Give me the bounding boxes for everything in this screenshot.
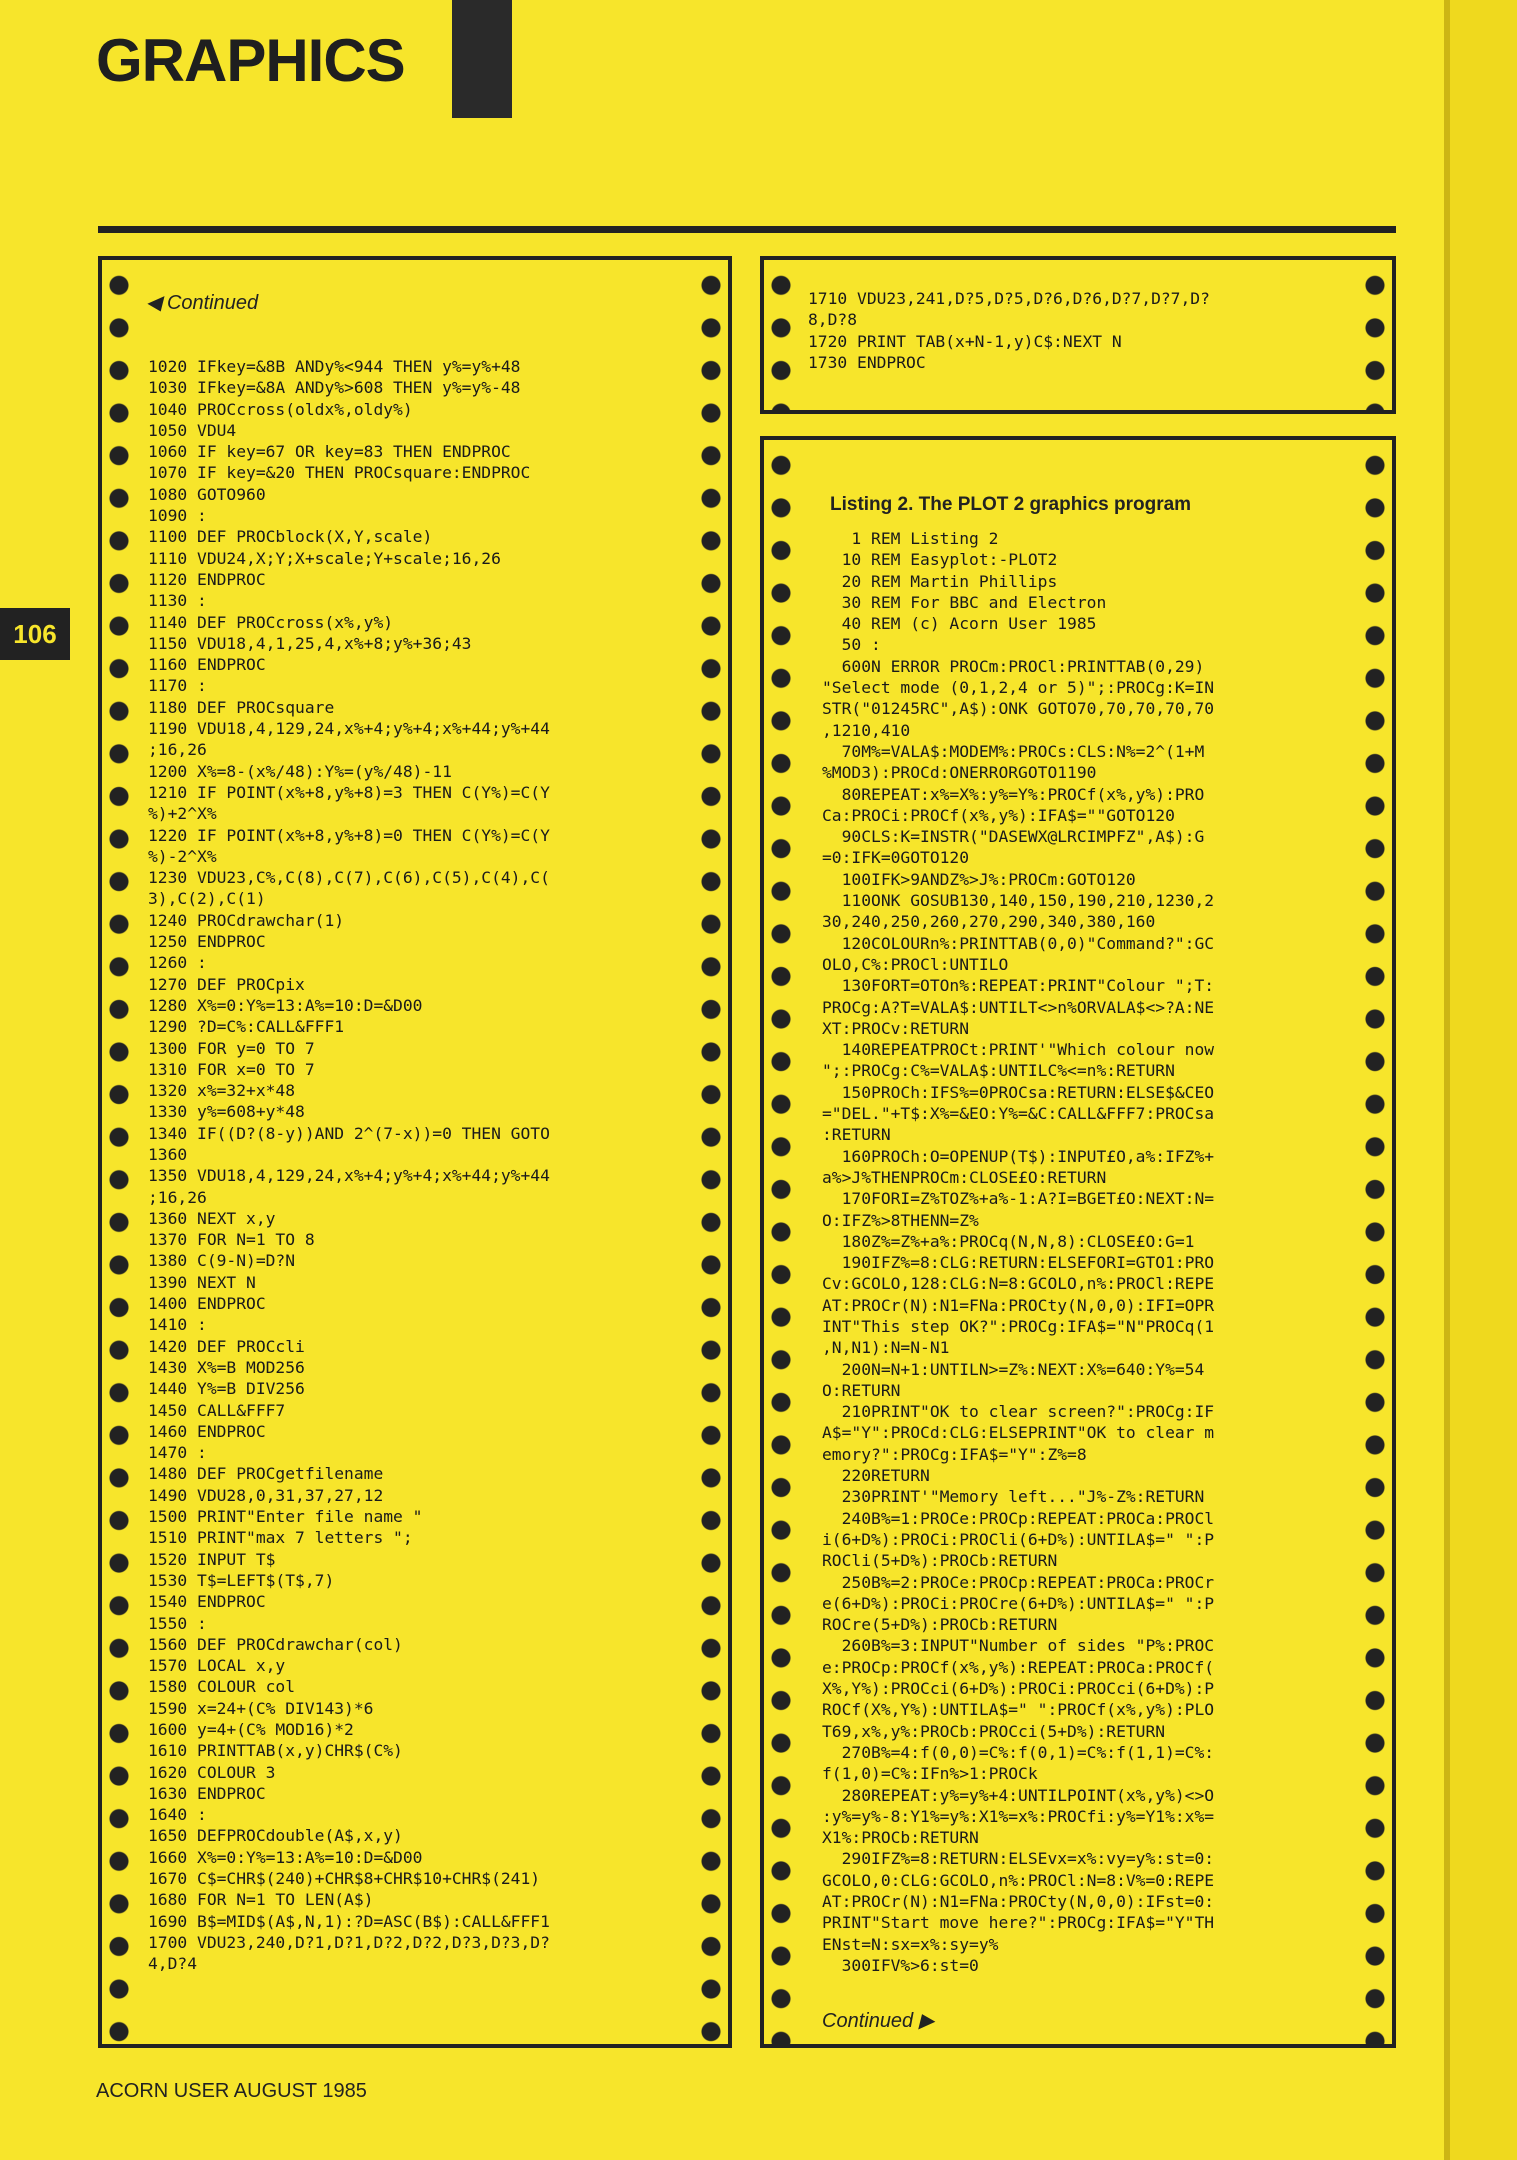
header-rule	[98, 226, 1396, 233]
left-code-panel	[98, 256, 732, 2048]
page-edge-shadow	[1444, 0, 1450, 2160]
sprocket-holes-right	[1358, 260, 1392, 410]
sprocket-holes-right	[694, 260, 728, 2044]
continued-label-top: ◀ Continued	[146, 292, 259, 314]
right-bottom-listing-panel	[760, 436, 1396, 2048]
title-block	[452, 0, 512, 118]
section-title: GRAPHICS	[96, 27, 405, 94]
listing-title: Listing 2. The PLOT 2 graphics program	[830, 494, 1192, 515]
sprocket-holes-right	[1358, 440, 1392, 2044]
sprocket-holes-left	[764, 440, 798, 2044]
right-top-code-panel	[760, 256, 1396, 414]
code-listing-2: 1 REM Listing 2 10 REM Easyplot:-PLOT2 20 REM Martin Phillips 30 REM For BBC and Electron 40 REM (c) Acorn User 1985 50 : 600N ERROR PROCm:PROCl:PRINTTAB(0,29) "Select mode (0,1,2,4 or 5)";:PROCg:K=IN STR("01245RC",A$):ONK GOTO70,70,70,70,70 ,1210,410 70M%=VALA$:MODEM%:PROCs:CLS:N%=2^(1+M %MOD3):PROCd:ONERRORGOTO1190 80REPEAT:x%=X%:y%=Y%:PROCf(x%,y%):PRO Ca:PROCi:PROCf(x%,y%):IFA$=""GOTO120 90CLS:K=INSTR("DASEWX@LRCIMPFZ",A$):G =0:IFK=0GOTO120 100IFK>9ANDZ%>J%:PROCm:GOTO120 110ONK GOSUB130,140,150,190,210,1230,2 30,240,250,260,270,290,340,380,160 120COLOURn%:PRINTTAB(0,0)"Command?":GC OLO,C%:PROCl:UNTILO 130FORT=OTOn%:REPEAT:PRINT"Colour ";T: PROCg:A?T=VALA$:UNTILT<>n%ORVALA$<>?A:NE XT:PROCv:RETURN 140REPEATPROCt:PRINT'"Which colour now ";:PROCg:C%=VALA$:UNTILC%<=n%:RETURN 150PROCh:IFS%=0PROCsa:RETURN:ELSE$&CEO ="DEL."+T$:X%=&EO:Y%=&C:CALL&FFF7:PROCsa :RETURN 160PROCh:O=OPENUP(T$):INPUT£O,a%:IFZ%+ a%>J%THENPROCm:CLOSE£O:RETURN 170FORI=Z%TOZ%+a%-1:A?I=BGET£O:NEXT:N= O:IFZ%>8THENN=Z% 180Z%=Z%+a%:PROCq(N,N,8):CLOSE£O:G=1 190IFZ%=8:CLG:RETURN:ELSEFORI=GTO1:PRO Cv:GCOLO,128:CLG:N=8:GCOLO,n%:PROCl:REPE AT:PROCr(N):N1=FNa:PROCty(N,0,0):IFI=OPR INT"This step OK?":PROCg:IFA$="N"PROCq(1 ,N,N1):N=N-N1 200N=N+1:UNTILN>=Z%:NEXT:X%=640:Y%=54 O:RETURN 210PRINT"OK to clear screen?":PROCg:IF A$="Y":PROCd:CLG:ELSEPRINT"OK to clear m emory?":PROCg:IFA$="Y":Z%=8 220RETURN 230PRINT'"Memory left..."J%-Z%:RETURN 240B%=1:PROCe:PROCp:REPEAT:PROCa:PROCl i(6+D%):PROCi:PROCli(6+D%):UNTILA$=" ":P ROCli(5+D%):PROCb:RETURN 250B%=2:PROCe:PROCp:REPEAT:PROCa:PROCr e(6+D%):PROCi:PROCre(6+D%):UNTILA$=" ":P ROCre(5+D%):PROCb:RETURN 260B%=3:INPUT"Number of sides "P%:PROC e:PROCp:PROCf(x%,y%):REPEAT:PROCa:PROCf( X%,Y%):PROCci(6+D%):PROCi:PROCci(6+D%):P ROCf(X%,Y%):UNTILA$=" ":PROCf(x%,y%):PLO T69,x%,y%:PROCb:PROCci(5+D%):RETURN 270B%=4:f(0,0)=C%:f(0,1)=C%:f(1,1)=C%: f(1,0)=C%:IFn%>1:PROCk 280REPEAT:y%=y%+4:UNTILPOINT(x%,y%)<>O :y%=y%-8:Y1%=y%:X1%=x%:PROCfi:y%=Y1%:x%= X1%:PROCb:RETURN 290IFZ%=8:RETURN:ELSEvx=x%:vy=y%:st=0: GCOLO,0:CLG:GCOLO,n%:PROCl:N=8:V%=0:REPE AT:PROCr(N):N1=FNa:PROCty(N,0,0):IFst=0: PRINT"Start move here?":PROCg:IFA$="Y"TH ENst=N:sx=x%:sy=y% 300IFV%>6:st=0	[822, 529, 1215, 1975]
sprocket-holes-left	[764, 260, 798, 410]
continued-label-bottom: Continued ▶	[822, 2010, 935, 2032]
footer-issue: ACORN USER AUGUST 1985	[96, 2080, 367, 2102]
page-edge	[1447, 0, 1517, 2160]
page-number: 106	[0, 608, 70, 660]
sprocket-holes-left	[102, 260, 136, 2044]
code-listing-left: 1020 IFkey=&8B ANDy%<944 THEN y%=y%+48 1030 IFkey=&8A ANDy%>608 THEN y%=y%-48 1040 PROCcross(oldx%,oldy%) 1050 VDU4 1060 IF key=67 OR key=83 THEN ENDPROC 1070 IF key=&20 THEN PROCsquare:ENDPROC 1080 GOTO960 1090 : 1100 DEF PROCblock(X,Y,scale) 1110 VDU24,X;Y;X+scale;Y+scale;16,26 1120 ENDPROC 1130 : 1140 DEF PROCcross(x%,y%) 1150 VDU18,4,1,25,4,x%+8;y%+36;43 1160 ENDPROC 1170 : 1180 DEF PROCsquare 1190 VDU18,4,129,24,x%+4;y%+4;x%+44;y%+44 ;16,26 1200 X%=8-(x%/48):Y%=(y%/48)-11 1210 IF POINT(x%+8,y%+8)=3 THEN C(Y%)=C(Y %)+2^X% 1220 IF POINT(x%+8,y%+8)=0 THEN C(Y%)=C(Y %)-2^X% 1230 VDU23,C%,C(8),C(7),C(6),C(5),C(4),C( 3),C(2),C(1) 1240 PROCdrawchar(1) 1250 ENDPROC 1260 : 1270 DEF PROCpix 1280 X%=0:Y%=13:A%=10:D=&D00 1290 ?D=C%:CALL&FFF1 1300 FOR y=0 TO 7 1310 FOR x=0 TO 7 1320 x%=32+x*48 1330 y%=608+y*48 1340 IF((D?(8-y))AND 2^(7-x))=0 THEN GOTO 1360 1350 VDU18,4,129,24,x%+4;y%+4;x%+44;y%+44 ;16,26 1360 NEXT x,y 1370 FOR N=1 TO 8 1380 C(9-N)=D?N 1390 NEXT N 1400 ENDPROC 1410 : 1420 DEF PROCcli 1430 X%=B MOD256 1440 Y%=B DIV256 1450 CALL&FFF7 1460 ENDPROC 1470 : 1480 DEF PROCgetfilename 1490 VDU28,0,31,37,27,12 1500 PRINT"Enter file name " 1510 PRINT"max 7 letters "; 1520 INPUT T$ 1530 T$=LEFT$(T$,7) 1540 ENDPROC 1550 : 1560 DEF PROCdrawchar(col) 1570 LOCAL x,y 1580 COLOUR col 1590 x=24+(C% DIV143)*6 1600 y=4+(C% MOD16)*2 1610 PRINTTAB(x,y)CHR$(C%) 1620 COLOUR 3 1630 ENDPROC 1640 : 1650 DEFPROCdouble(A$,x,y) 1660 X%=0:Y%=13:A%=10:D=&D00 1670 C$=CHR$(240)+CHR$8+CHR$10+CHR$(241) 1680 FOR N=1 TO LEN(A$) 1690 B$=MID$(A$,N,1):?D=ASC(B$):CALL&FFF1 1700 VDU23,240,D?1,D?1,D?2,D?2,D?3,D?3,D? 4,D?4	[148, 357, 550, 1974]
code-listing-right-top: 1710 VDU23,241,D?5,D?5,D?6,D?6,D?7,D?7,D? 8,D?8 1720 PRINT TAB(x+N-1,y)C$:NEXT N 1730 ENDPROC	[808, 289, 1210, 372]
